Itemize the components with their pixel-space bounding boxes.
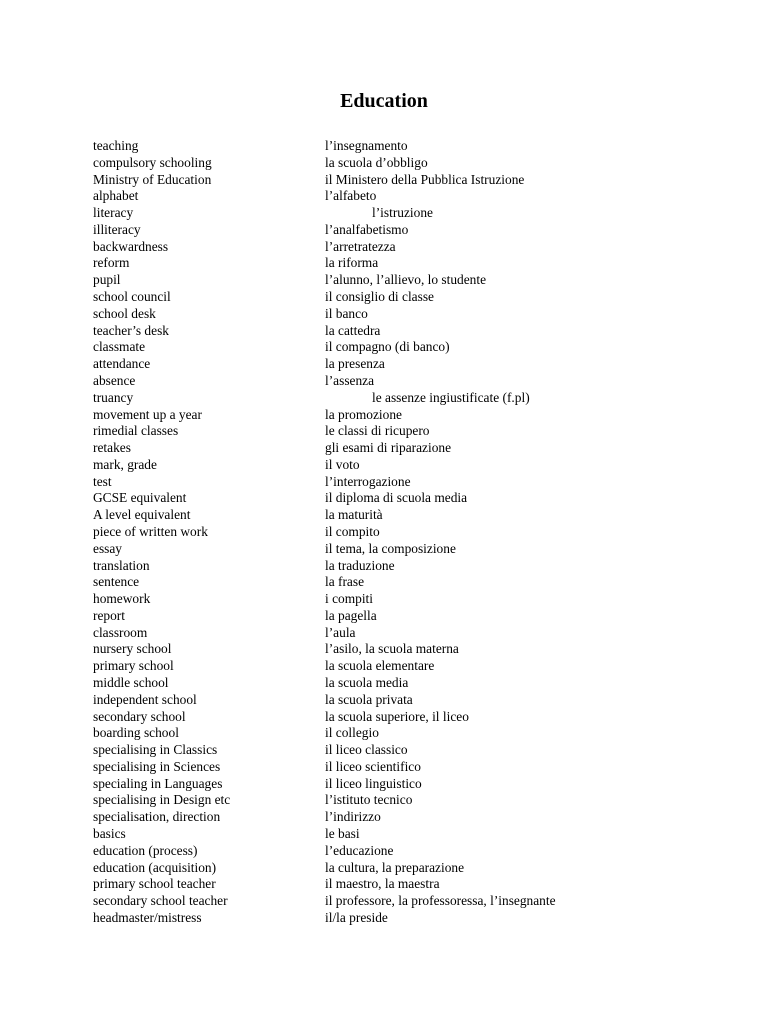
italian-term: l’istruzione [372, 205, 433, 221]
english-term: A level equivalent [93, 507, 191, 523]
italian-term: il banco [325, 305, 368, 321]
italian-term: il professore, la professoressa, l’insegnante [325, 893, 556, 909]
vocab-row [93, 440, 693, 457]
page-title: Education [340, 90, 428, 112]
vocab-row [93, 524, 693, 541]
italian-term: la scuola elementare [325, 658, 435, 674]
italian-term: le classi di ricupero [325, 423, 430, 439]
english-term: backwardness [93, 238, 169, 254]
vocab-row [93, 474, 693, 491]
english-term: mark, grade [93, 456, 157, 472]
italian-term: la scuola media [325, 675, 409, 690]
english-term: attendance [93, 356, 151, 372]
english-term: test [93, 473, 112, 489]
italian-term: il voto [325, 456, 360, 472]
english-term: literacy [93, 205, 134, 221]
italian-term: le assenze ingiustificate (f.pl) [372, 389, 530, 405]
italian-term: il liceo classico [325, 742, 408, 758]
italian-term: il compagno (di banco) [325, 339, 450, 355]
vocab-row [93, 826, 693, 843]
vocab-row [93, 457, 693, 474]
english-term: specialising in Design etc [93, 792, 231, 808]
italian-term: le basi [325, 826, 360, 842]
italian-term: l’insegnamento [325, 138, 408, 153]
vocab-row [93, 222, 693, 239]
italian-term: il liceo scientifico [325, 758, 421, 774]
italian-term: il collegio [325, 725, 379, 741]
english-term: reform [93, 255, 130, 271]
english-term: report [93, 607, 125, 623]
vocab-row [93, 893, 693, 910]
vocab-row [93, 860, 693, 877]
english-term: education (process) [93, 842, 198, 858]
italian-term: la cattedra [325, 322, 381, 338]
italian-term: il consiglio di classe [325, 289, 434, 305]
italian-term: l’alfabeto [325, 188, 377, 204]
italian-term: la scuola privata [325, 691, 413, 707]
english-term: basics [93, 826, 126, 842]
vocab-row [93, 658, 693, 675]
english-term: middle school [93, 675, 169, 690]
english-term: sentence [93, 574, 140, 590]
vocab-row [93, 641, 693, 658]
vocab-row [93, 910, 693, 927]
italian-term: il Ministero della Pubblica Istruzione [325, 171, 525, 187]
italian-term: l’assenza [325, 372, 375, 388]
vocab-row [93, 239, 693, 256]
english-term: classmate [93, 339, 146, 355]
italian-term: la presenza [325, 356, 385, 372]
italian-term: la riforma [325, 255, 379, 271]
italian-term: l’aula [325, 624, 356, 640]
italian-term: l’alunno, l’allievo, lo studente [325, 272, 487, 288]
vocab-row [93, 759, 693, 776]
vocab-row [93, 390, 693, 407]
english-term: translation [93, 557, 150, 573]
vocab-row [93, 155, 693, 172]
vocab-row [93, 742, 693, 759]
english-term: teacher’s desk [93, 322, 169, 338]
english-term: classroom [93, 624, 148, 640]
vocab-row [93, 289, 693, 306]
vocab-row [93, 876, 693, 893]
english-term: boarding school [93, 725, 179, 741]
vocab-row [93, 675, 693, 692]
italian-term: i compiti [325, 591, 373, 607]
vocab-row [93, 138, 693, 155]
vocab-row [93, 792, 693, 809]
italian-term: la cultura, la preparazione [325, 859, 465, 875]
vocab-row [93, 272, 693, 289]
italian-term: il diploma di scuola media [325, 490, 468, 506]
italian-term: l’analfabetismo [325, 221, 409, 237]
english-term: school desk [93, 305, 156, 321]
italian-term: il/la preside [325, 909, 388, 925]
vocabulary-list [93, 138, 693, 927]
english-term: nursery school [93, 641, 172, 657]
vocab-row [93, 725, 693, 742]
vocab-row [93, 507, 693, 524]
english-term: school council [93, 289, 171, 305]
english-term: specialising in Classics [93, 742, 218, 758]
vocab-row [93, 323, 693, 340]
italian-term: la frase [325, 574, 365, 590]
vocab-row [93, 809, 693, 826]
english-term: compulsory schooling [93, 154, 212, 170]
italian-term: il compito [325, 523, 380, 539]
vocab-row [93, 558, 693, 575]
vocab-row [93, 339, 693, 356]
english-term: specialing in Languages [93, 775, 223, 791]
english-term: independent school [93, 691, 197, 707]
english-term: pupil [93, 272, 121, 288]
vocab-row [93, 255, 693, 272]
italian-term: gli esami di riparazione [325, 440, 452, 456]
english-term: Ministry of Education [93, 171, 212, 187]
vocab-row [93, 608, 693, 625]
italian-term: l’interrogazione [325, 473, 411, 489]
english-term: illiteracy [93, 221, 141, 237]
vocab-row [93, 625, 693, 642]
italian-term: la scuola d’obbligo [325, 154, 428, 170]
english-term: specialising in Sciences [93, 758, 221, 774]
english-term: primary school teacher [93, 876, 216, 892]
english-term: piece of written work [93, 523, 208, 539]
vocab-row [93, 574, 693, 591]
english-term: education (acquisition) [93, 859, 217, 875]
english-term: homework [93, 591, 151, 607]
italian-term: la pagella [325, 607, 377, 623]
vocab-row [93, 692, 693, 709]
english-term: absence [93, 372, 136, 388]
italian-term: il maestro, la maestra [325, 876, 440, 892]
italian-term: l’arretratezza [325, 238, 396, 254]
vocab-row [93, 172, 693, 189]
english-term: GCSE equivalent [93, 490, 187, 506]
english-term: truancy [93, 389, 134, 405]
english-term: teaching [93, 138, 139, 153]
english-term: retakes [93, 440, 131, 456]
italian-term: la maturità [325, 507, 383, 523]
italian-term: la scuola superiore, il liceo [325, 708, 469, 724]
italian-term: il liceo linguistico [325, 775, 422, 791]
english-term: essay [93, 540, 123, 556]
vocab-row [93, 356, 693, 373]
vocab-row [93, 407, 693, 424]
english-term: secondary school [93, 708, 186, 724]
vocab-row [93, 306, 693, 323]
vocab-row [93, 490, 693, 507]
english-term: secondary school teacher [93, 893, 228, 909]
italian-term: il tema, la composizione [325, 540, 456, 556]
italian-term: l’indirizzo [325, 809, 381, 825]
italian-term: l’educazione [325, 842, 394, 858]
vocab-row [93, 188, 693, 205]
italian-term: l’asilo, la scuola materna [325, 641, 459, 657]
english-term: primary school [93, 658, 174, 674]
vocab-row [93, 709, 693, 726]
vocab-row [93, 591, 693, 608]
vocab-row [93, 423, 693, 440]
vocab-row [93, 541, 693, 558]
italian-term: l’istituto tecnico [325, 792, 413, 808]
vocab-row [93, 205, 693, 222]
english-term: headmaster/mistress [93, 909, 202, 925]
vocab-row [93, 373, 693, 390]
english-term: rimedial classes [93, 423, 179, 439]
vocab-row [93, 776, 693, 793]
english-term: specialisation, direction [93, 809, 221, 825]
english-term: alphabet [93, 188, 139, 204]
english-term: movement up a year [93, 406, 202, 422]
italian-term: la traduzione [325, 557, 395, 573]
vocab-row [93, 843, 693, 860]
italian-term: la promozione [325, 406, 402, 422]
